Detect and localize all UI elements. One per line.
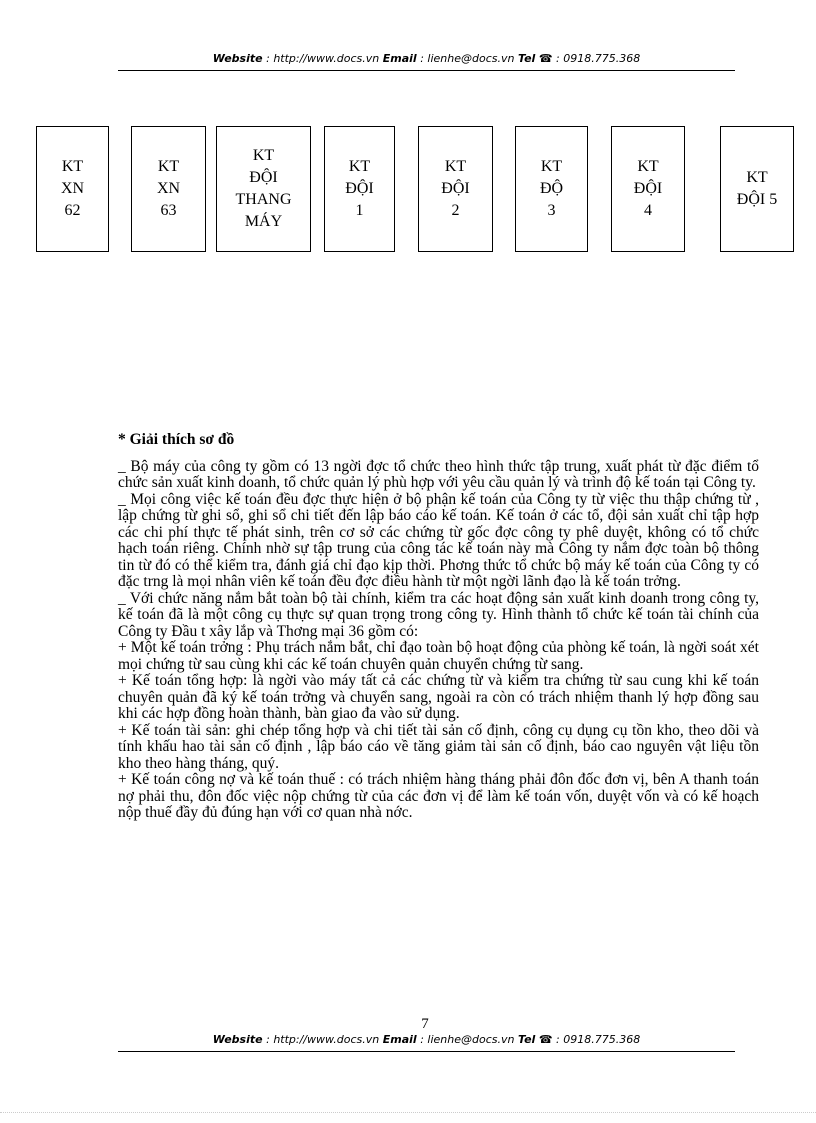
box-line: 1: [355, 202, 364, 219]
tel-value: : 0918.775.368: [552, 1033, 641, 1046]
box-line: 3: [547, 202, 556, 219]
explanation-section: [118, 432, 759, 822]
box-line: ĐỘI: [633, 180, 663, 197]
box-line: KT: [746, 169, 768, 186]
website-url[interactable]: http://www.docs.vn: [273, 1033, 380, 1046]
box-line: 62: [64, 202, 81, 219]
email-value[interactable]: lienhe@docs.vn: [427, 1033, 515, 1046]
box-line: KT: [444, 158, 467, 175]
box-kt-doi-5: [720, 126, 794, 252]
paragraph: + Kế toán công nợ và kế toán thuế : có trách nhiệm hàng tháng phải đôn đốc đơn vị, bên A thanh toán nợ phải thu, đôn đốc việc nộp chứng từ của các đơn vị để làm kế toán vốn, duyệt vốn và có kế hoạch nộp thuế đầy đủ đúng hạn với cơ quan nhà nớc.: [118, 771, 759, 821]
box-line: KT: [157, 158, 180, 175]
box-line: ĐỘ: [539, 180, 564, 197]
box-line: 4: [644, 202, 652, 219]
box-line: ĐỘI: [345, 180, 374, 197]
box-line: ĐỘI: [249, 169, 278, 186]
box-kt-doi-1: [324, 126, 395, 252]
paragraph: _ Với chức năng nắm bắt toàn bộ tài chính, kiểm tra các hoạt động sản xuất kinh doanh trong công ty, kế toán đã là một công cụ thực sự quan trọng trong công ty. Hình thành tổ chức kế toán tài chính của Công ty Đầu t xây lắp và Thơng mại 36 gồm có:: [118, 589, 759, 640]
box-line: 63: [160, 202, 177, 219]
page-footer: [118, 1033, 735, 1046]
box-line: KT: [540, 158, 563, 175]
email-sep: :: [416, 52, 428, 65]
box-kt-xn-62: [36, 126, 109, 252]
tel-label: Tel: [517, 52, 536, 65]
box-line: 2: [451, 202, 460, 219]
box-line: XN: [60, 180, 85, 197]
box-kt-xn-63: [131, 126, 206, 252]
box-line: ĐỘI 5: [736, 191, 778, 208]
email-sep: :: [416, 1033, 428, 1046]
website-sep: :: [262, 1033, 274, 1046]
section-title: * Giải thích sơ đồ: [118, 431, 235, 448]
paragraph: + Kế toán tổng hợp: là ngời vào máy tất cả các chứng từ và kiểm tra chứng từ sau cung khi kế toán chuyên quản đã ký kế toán trởng và chuyển sang, ngoài ra còn có trách nhiệm thanh lý hợp đồng sau khi các hợp đồng hoàn thành, bàn giao đa vào sử dụng.: [118, 672, 759, 722]
website-label: Website: [212, 1033, 263, 1046]
paragraph: + Một kế toán trởng : Phụ trách nắm bắt, chỉ đạo toàn bộ hoạt động của phòng kế toán, là ngời soát xét mọi chứng từ sau cùng khi các kế toán chuyên quản chuyển chứng từ sang.: [118, 639, 759, 673]
box-line: THANG: [235, 191, 292, 208]
tel-label: Tel: [517, 1033, 536, 1046]
box-line: XN: [156, 180, 181, 197]
website-label: Website: [212, 52, 263, 65]
box-kt-do-3: [515, 126, 588, 252]
box-line: KT: [61, 158, 84, 175]
box-line: KT: [252, 147, 275, 164]
website-sep: :: [262, 52, 274, 65]
paragraph: _ Mọi công việc kế toán đều đợc thực hiện ở bộ phận kế toán của Công ty từ việc thu thập chứng từ , lập chứng từ ghi sổ, ghi sổ chi tiết đến lập báo cáo kế toán. Kế toán ở các tổ, đội sản xuất chỉ tập hợp các chi phí thực tế phát sinh, trên cơ sở các chứng từ gốc đợc công ty phê duyệt, không có tổ chức hạch toán riêng. Chính nhờ sự tập trung của công tác kế toán này mà Công ty nắm đợc toàn bộ thông tin từ đó có thể kiểm tra, đánh giá chỉ đạo kịp thời. Phơng thức tổ chức bộ máy kế toán của Công ty có đặc trng là mọi nhân viên kế toán đều đợc điều hành từ một ngời lãnh đạo là kế toán trởng.: [118, 490, 759, 590]
box-line: KT: [637, 158, 659, 175]
phone-icon: ☎: [538, 1033, 553, 1046]
page-edge-divider: [0, 1112, 816, 1113]
footer-rule: [118, 1051, 735, 1052]
phone-icon: ☎: [538, 52, 553, 65]
box-line: ĐỘI: [441, 180, 470, 197]
header-rule: [118, 70, 735, 71]
box-kt-doi-thang-may: [216, 126, 311, 252]
email-value[interactable]: lienhe@docs.vn: [427, 52, 515, 65]
paragraph: _ Bộ máy của công ty gồm có 13 ngời đợc tổ chức theo hình thức tập trung, xuất phát từ đặc điểm tổ chức sản xuất kinh doanh, tổ chức quản lý phù hợp với yêu cầu quản lý và trình độ kế toán tại Công ty.: [118, 457, 759, 491]
box-kt-doi-4: [611, 126, 685, 252]
box-kt-doi-2: [418, 126, 493, 252]
email-label: Email: [382, 52, 417, 65]
box-line: MÁY: [244, 213, 283, 230]
tel-value: : 0918.775.368: [552, 52, 641, 65]
email-label: Email: [382, 1033, 417, 1046]
page-number: 7: [421, 1016, 429, 1032]
page-header: [118, 52, 735, 65]
website-url[interactable]: http://www.docs.vn: [273, 52, 380, 65]
box-line: KT: [348, 158, 371, 175]
paragraph: + Kế toán tài sản: ghi chép tổng hợp và chi tiết tài sản cố định, công cụ dụng cụ tồn kho, theo dõi và tính khấu hao tài sản cố định , lập báo cáo về tăng giảm tài sản cố định, báo cao nguyên vật liệu tồn kho theo hàng tháng, quý.: [118, 721, 759, 772]
